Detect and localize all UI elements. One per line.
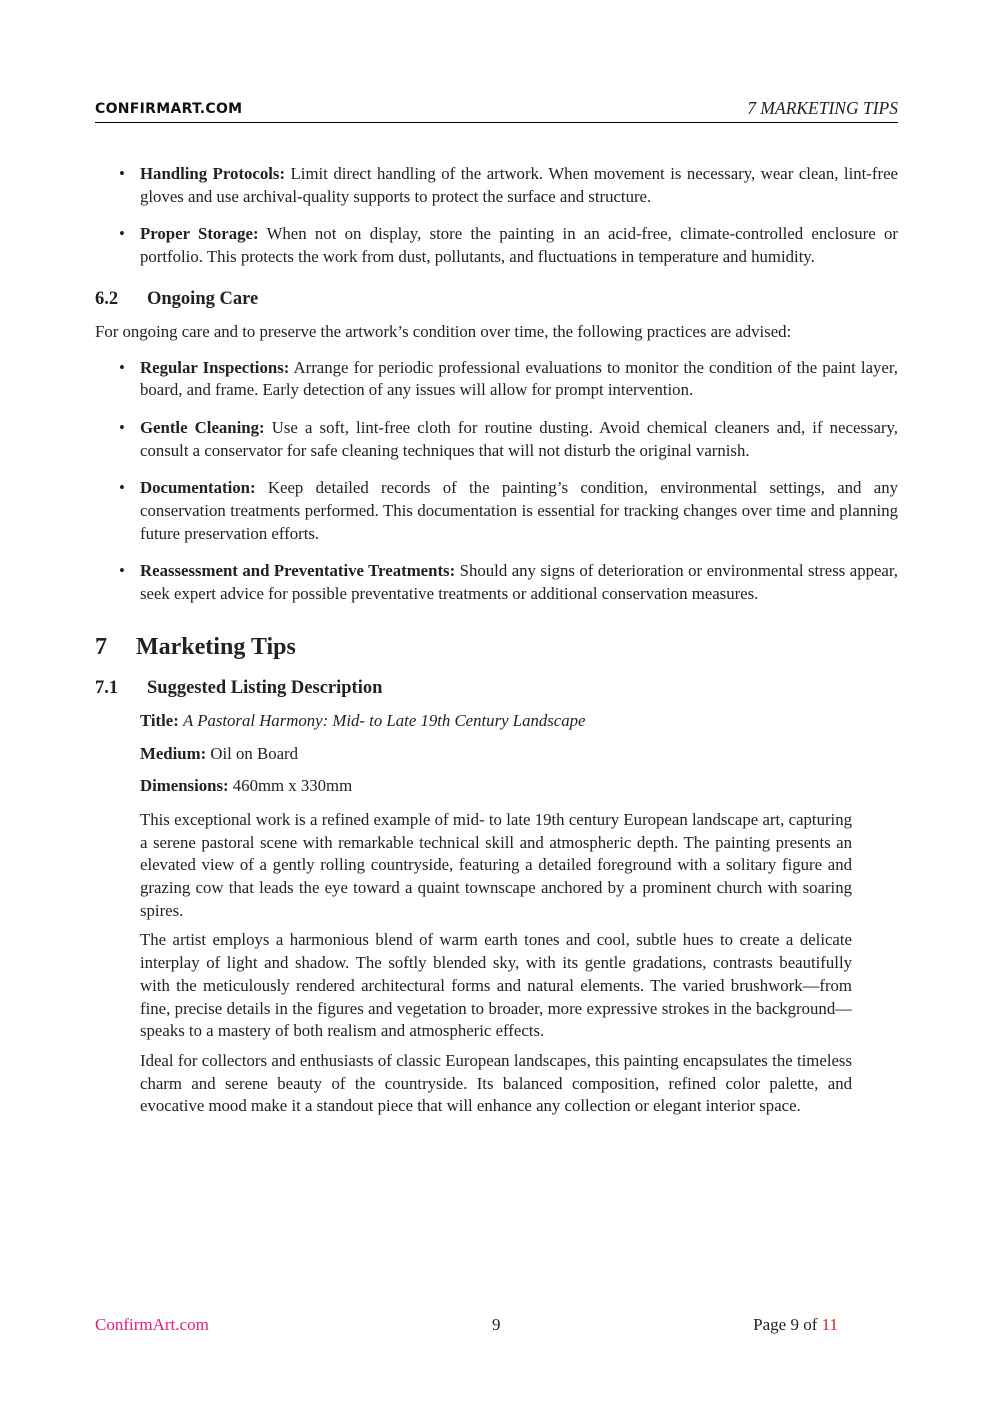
- list-item-text: Keep detailed records of the painting’s condition, environmental settings, and any conservation treatments performed. This documentation is essential for tracking changes over time and planning future preservation efforts.: [140, 478, 898, 543]
- listing-description: [95, 809, 852, 1118]
- list-item-text: Arrange for periodic professional evaluations to monitor the condition of the paint layer, board, and frame. Early detection of any issues will allow for prompt intervention.: [140, 357, 898, 400]
- list-item-term: Regular Inspections:: [140, 357, 290, 377]
- list-item-text: When not on display, store the painting in an acid-free, climate-controlled enclosure or portfolio. This protects the work from dust, pollutants, and fluctuations in temperature and humidity.: [140, 224, 898, 267]
- footer-page-count: [753, 1315, 838, 1335]
- section-title: Ongoing Care: [147, 288, 259, 309]
- list-item-term: Reassessment and Preventative Treatments:: [140, 561, 456, 581]
- section-heading-6-2: [95, 287, 898, 311]
- section-number: 6.2: [95, 288, 119, 309]
- bullet-icon: •: [119, 164, 125, 183]
- footer-page-number: 9: [492, 1315, 501, 1334]
- page-content: [95, 163, 898, 1125]
- list-item: [95, 163, 898, 208]
- ongoing-care-list: [95, 357, 898, 606]
- bullet-icon: •: [119, 224, 125, 244]
- section-heading-7: [95, 632, 898, 662]
- listing-medium-line: [95, 743, 898, 766]
- bullet-icon: •: [119, 561, 125, 581]
- description-paragraph: The artist employs a harmonious blend of warm earth tones and cool, subtle hues to create a delicate interplay of light and shadow. The softly blended sky, with its gentle gradations, contrasts beautifully with the meticulously rendered architectural forms and natural elements. The varied brushwork—from fine, precise details in the figures and vegetation to broader, more expressive strokes in the background—speaks to a mastery of both realism and atmospheric effects.: [140, 930, 852, 1041]
- list-item: [95, 417, 898, 462]
- listing-medium-value: Oil on Board: [210, 743, 299, 763]
- care-list-top: [95, 163, 898, 269]
- section-title: Suggested Listing Description: [147, 677, 383, 698]
- list-item: [95, 223, 898, 268]
- list-item: [95, 357, 898, 402]
- listing-dimensions-value: 460mm x 330mm: [232, 776, 353, 796]
- bullet-icon: •: [119, 478, 125, 498]
- list-item-text: Limit direct handling of the artwork. When movement is necessary, wear clean, lint-free gloves and use archival-quality supports to protect the surface and structure.: [140, 164, 898, 206]
- section-number: 7: [95, 633, 107, 660]
- running-section-title: 7 MARKETING TIPS: [747, 98, 898, 118]
- listing-medium-label: Medium:: [140, 743, 207, 763]
- section-number: 7.1: [95, 677, 119, 698]
- list-item-term: Documentation:: [140, 478, 256, 498]
- listing-title-line: [95, 710, 898, 733]
- listing-title-value: A Pastoral Harmony: Mid- to Late 19th Century Landscape: [183, 710, 586, 730]
- list-item: [95, 560, 898, 605]
- bullet-icon: •: [119, 357, 125, 377]
- section-title: Marketing Tips: [136, 633, 296, 660]
- list-item: [95, 477, 898, 545]
- footer-page-total-link[interactable]: 11: [821, 1315, 838, 1334]
- list-item-text: Use a soft, lint-free cloth for routine dusting. Avoid chemical cleaners and, if necessary, consult a conservator for safe cleaning techniques that will not disturb the original varnish.: [140, 417, 898, 460]
- listing-dimensions-label: Dimensions:: [140, 776, 229, 796]
- section-heading-7-1: [95, 676, 898, 700]
- confirmart-logo: CONFIRMART.COM: [95, 101, 243, 117]
- list-item-term: Gentle Cleaning:: [140, 417, 265, 437]
- list-item-term: Proper Storage:: [140, 224, 259, 244]
- bullet-icon: •: [119, 417, 125, 437]
- section-intro: For ongoing care and to preserve the artwork’s condition over time, the following practices are advised:: [95, 321, 792, 341]
- listing-title-label: Title:: [140, 710, 179, 730]
- description-paragraph: This exceptional work is a refined example of mid- to late 19th century European landscape art, capturing a serene pastoral scene with remarkable technical skill and atmospheric depth. The painting presents an elevated view of a gently rolling countryside, featuring a detailed foreground with a solitary figure and grazing cow that leads the eye toward a quaint townscape anchored by a prominent church with soaring spires.: [140, 809, 852, 920]
- footer-page-prefix: Page 9 of: [753, 1315, 822, 1334]
- page-footer: [95, 1315, 838, 1339]
- list-item-term: Handling Protocols:: [140, 164, 286, 183]
- list-item-text: Should any signs of deterioration or environmental stress appear, seek expert advice for possible preventative treatments or additional conservation measures.: [140, 561, 898, 604]
- page-header: [95, 98, 898, 123]
- listing-dimensions-line: [95, 775, 898, 798]
- footer-site-link[interactable]: ConfirmArt.com: [95, 1315, 209, 1334]
- description-paragraph: Ideal for collectors and enthusiasts of classic European landscapes, this painting encapsulates the timeless charm and serene beauty of the countryside. Its balanced composition, refined color palette, and evocative mood make it a standout piece that will enhance any collection or elegant interior space.: [140, 1050, 852, 1116]
